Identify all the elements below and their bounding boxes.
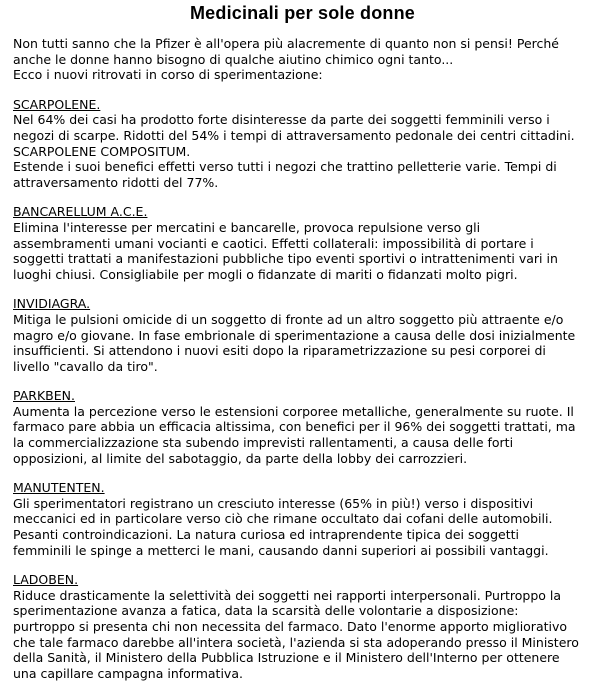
body-line: Gli sperimentatori registrano un cresciuto interesse (65% in più!) verso i dispositivi: [13, 495, 534, 511]
section-heading: PARKBEN.: [13, 388, 75, 404]
intro-line: anche le donne hanno bisogno di qualche aiutino chimico ogni tanto...: [13, 51, 454, 67]
body-line: della Sanità, il Ministero della Pubblica Istruzione e il Ministero dell'Interno per ottenere: [13, 650, 560, 666]
body-line: negozi di scarpe. Ridotti del 54% i tempi di attraversamento pedonale dei centri cittadini.: [13, 127, 575, 143]
body-line: che tale farmaco darebbe all'intera società, l'azienda si sta adoperando presso il Ministero: [13, 634, 579, 650]
body-line: SCARPOLENE COMPOSITUM.: [13, 143, 191, 159]
body-line: una capillare campagna informativa.: [13, 665, 243, 681]
section-body: [13, 588, 592, 682]
body-line: attraversamento ridotti del 77%.: [13, 174, 219, 190]
body-line: Aumenta la percezione verso le estensioni corporee metalliche, generalmente su ruote. Il: [13, 403, 574, 419]
body-line: sperimentazione avanza a fatica, data la scarsità delle volontarie a disposizione:: [13, 603, 519, 619]
body-line: meccanici ed in particolare verso ciò che rimane occultato dai cofani delle automobili.: [13, 511, 553, 527]
page-title: Medicinali per sole donne: [189, 3, 416, 23]
body-line: femminili le spinge a metterci le mani, causando danni superiori ai possibili vantaggi.: [13, 542, 549, 558]
section-heading: BANCARELLUM A.C.E.: [13, 204, 148, 220]
body-line: insufficienti. Si attendono i nuovi esiti dopo la riparametrizzazione su pesi corporei di: [13, 343, 546, 359]
body-line: Pesanti controindicazioni. La natura curiosa ed intraprendente tipica dei soggetti: [13, 527, 519, 543]
intro-line: Ecco i nuovi ritrovati in corso di sperimentazione:: [13, 67, 323, 83]
body-line: farmaco pare abbia un efficacia altissima, con benefici per il 96% dei soggetti trattati, ma: [13, 419, 576, 435]
section-body: [13, 312, 592, 374]
body-line: Mitiga le pulsioni omicide di un soggetto di fronte ad un altro soggetto più attraente e/o: [13, 311, 564, 327]
section-bancarellum: [13, 204, 592, 282]
intro-line: Non tutti sanno che la Pfizer è all'opera più alacremente di quanto non si pensi! Perché: [13, 36, 559, 51]
body-line: opposizioni, al limite del sabotaggio, da parte della lobby dei carrozzieri.: [13, 450, 468, 466]
section-parkben: [13, 388, 592, 466]
body-line: magro e/o giovane. In fase embrionale di sperimentazione a causa delle dosi inizialmente: [13, 327, 576, 343]
body-line: Nel 64% dei casi ha prodotto forte disinteresse da parte dei soggetti femminili verso i: [13, 112, 550, 128]
body-line: luoghi chiusi. Consigliabile per mogli o fidanzate di mariti o fidanzati molto pigri.: [13, 266, 518, 282]
body-line: Riduce drasticamente la selettività dei soggetti nei rapporti interpersonali. Purtroppo la: [13, 587, 562, 603]
section-heading: INVIDIAGRA.: [13, 296, 91, 312]
body-line: livello "cavallo da tiro".: [13, 358, 158, 374]
section-body: [13, 496, 592, 558]
section-invidiagra: [13, 296, 592, 374]
intro-paragraph: [13, 36, 592, 83]
section-body: [13, 404, 592, 466]
section-body: [13, 112, 592, 190]
body-line: soggetti trattati a manifestazioni pubbliche tipo eventi sportivi o intrattenimenti vari in: [13, 251, 558, 267]
section-scarpolene: [13, 97, 592, 191]
section-body: [13, 220, 592, 282]
body-line: Estende i suoi benefici effetti verso tutti i negozi che trattino pelletterie varie. Tempi di: [13, 159, 557, 175]
section-manutenten: [13, 480, 592, 558]
section-heading: SCARPOLENE.: [13, 96, 101, 112]
body-line: purtroppo si presenta chi non necessita del farmaco. Dato l'enorme apporto migliorativo: [13, 619, 568, 634]
body-line: la commercializzazione sta subendo imprevisti rallentamenti, a causa delle forti: [13, 435, 514, 451]
section-heading: LADOBEN.: [13, 572, 79, 588]
body-line: assembramenti umani vocianti e caotici. Effetti collaterali: impossibilità di portare i: [13, 235, 534, 251]
section-ladoben: [13, 572, 592, 681]
body-line: Elimina l'interesse per mercatini e bancarelle, provoca repulsione verso gli: [13, 219, 481, 235]
section-heading: MANUTENTEN.: [13, 480, 105, 496]
